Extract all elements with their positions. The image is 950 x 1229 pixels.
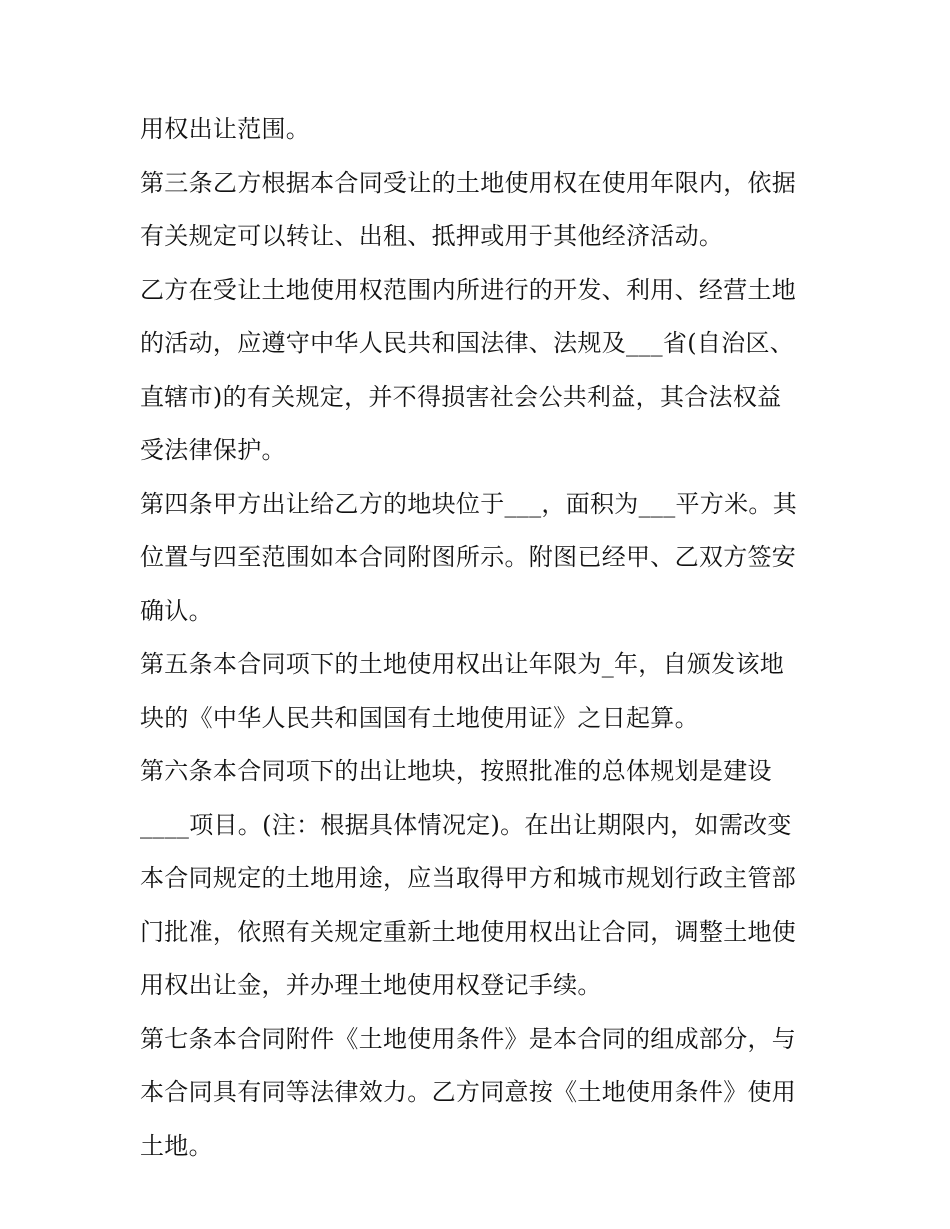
text-line: 直辖市)的有关规定，并不得损害社会公共利益，其合法权益	[140, 382, 782, 411]
text-line: 第三条乙方根据本合同受让的土地使用权在使用年限内，依据	[140, 168, 797, 197]
text-line: 的活动，应遵守中华人民共和国法律、法规及___省(自治区、	[140, 329, 795, 357]
text-line: 用权出让范围。	[140, 115, 311, 143]
text-line: 门批准，依照有关规定重新土地使用权出让合同，调整土地使	[140, 917, 797, 946]
text-line: 乙方在受让土地使用权范围内所进行的开发、利用、经营土地	[140, 275, 797, 304]
text-line: 用权出让金，并办理土地使用权登记手续。	[140, 971, 602, 999]
text-line: 第六条本合同项下的出让地块，按照批准的总体规划是建设	[140, 757, 772, 785]
text-line: 块的《中华人民共和国国有土地使用证》之日起算。	[140, 703, 699, 732]
text-line: 有关规定可以转让、出租、抵押或用于其他经济活动。	[140, 222, 724, 250]
text-line: 确认。	[140, 596, 213, 625]
text-line: 本合同具有同等法律效力。乙方同意按《土地使用条件》使用	[140, 1078, 797, 1106]
text-line: 受法律保护。	[140, 436, 286, 464]
text-line: 位置与四至范围如本合同附图所示。附图已经甲、乙双方签安	[140, 543, 797, 571]
document-body	[140, 103, 816, 1173]
text-line: 第七条本合同附件《土地使用条件》是本合同的组成部分，与	[140, 1024, 797, 1053]
text-line: 本合同规定的土地用途，应当取得甲方和城市规划行政主管部	[140, 864, 797, 892]
text-line: ____项目。(注：根据具体情况定)。在出让期限内，如需改变	[140, 810, 792, 839]
text-line: 第四条甲方出让给乙方的地块位于___，面积为___平方米。其	[140, 489, 797, 518]
text-line: 土地。	[140, 1131, 213, 1160]
text-line: 第五条本合同项下的土地使用权出让年限为_年，自颁发该地	[140, 650, 785, 678]
